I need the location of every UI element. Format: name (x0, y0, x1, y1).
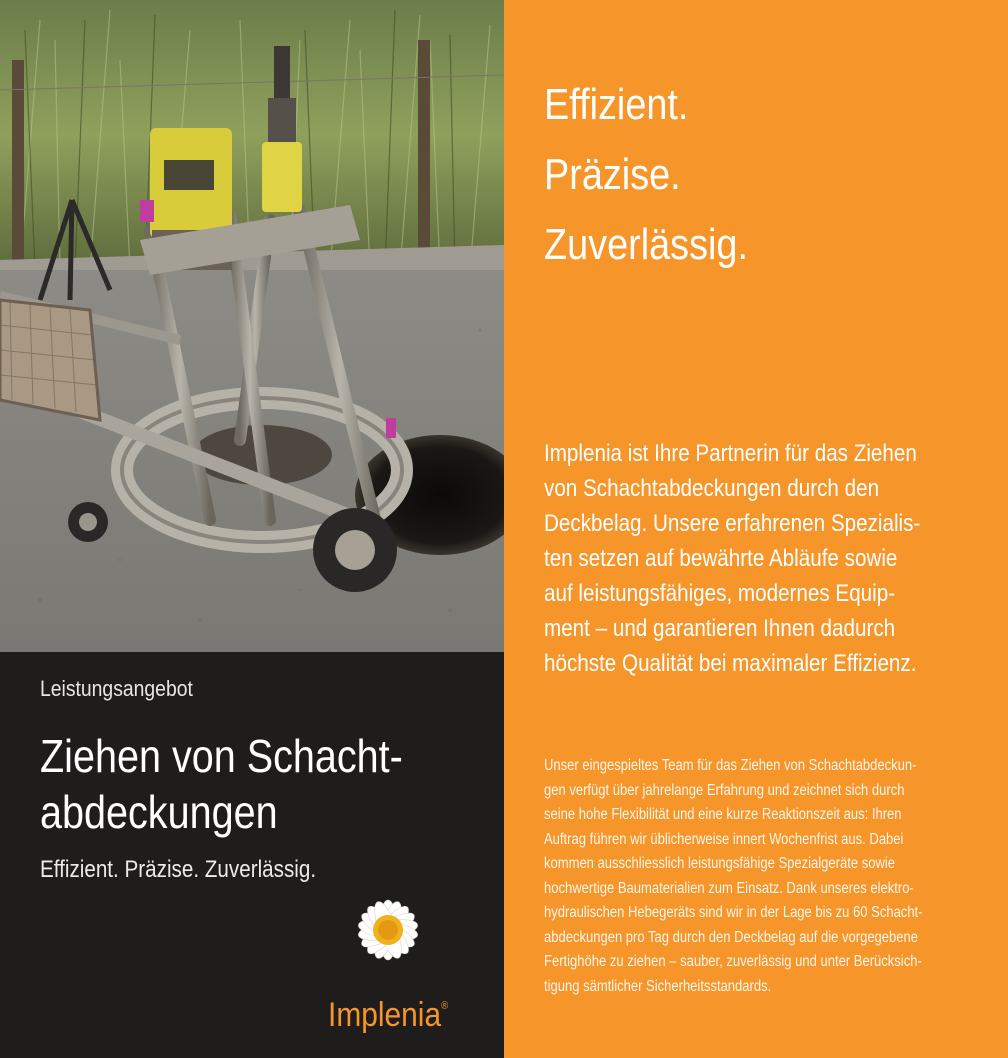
tagline-line-3: Zuverlässig. (544, 220, 748, 269)
logo-wordmark: Implenia® (328, 996, 449, 1034)
body-line: kommen ausschliesslich leistungsfähige Spezialgeräte sowie (544, 855, 896, 872)
lead-line: ten setzen auf bewährte Abläufe sowie (544, 545, 898, 572)
lead-line: ment – und garantieren Ihnen dadurch (544, 615, 896, 642)
equipment-photo (0, 0, 504, 652)
body-line: Auftrag führen wir üblicherweise innert Wochenfrist aus. Dabei (544, 830, 904, 848)
title-panel (0, 652, 504, 1058)
lead-line: von Schachtabdeckungen durch den (544, 475, 880, 502)
body-line: gen verfügt über jahrelange Erfahrung und zeichnet sich durch (544, 781, 905, 799)
title-line-1: Ziehen von Schacht- (40, 730, 403, 782)
tagline-line-1: Effizient. (544, 80, 689, 129)
lead-line: Implenia ist Ihre Partnerin für das Ziehen (544, 440, 917, 467)
tagline (544, 70, 748, 280)
body-paragraph (544, 754, 923, 999)
body-line: hochwertige Baumaterialien zum Einsatz. Dank unseres elektro- (544, 879, 914, 897)
lead-line: höchste Qualität bei maximaler Effizienz. (544, 650, 917, 677)
lead-line: auf leistungsfähiges, modernes Equip- (544, 580, 896, 607)
body-line: seine hohe Flexibilität und eine kurze Reaktionszeit aus: Ihren (544, 806, 902, 823)
tagline-line-2: Präzise. (544, 150, 681, 199)
page-subtitle: Effizient. Präzise. Zuverlässig. (40, 856, 317, 883)
right-column (504, 0, 1008, 1058)
body-line: Unser eingespieltes Team für das Ziehen von Schachtabdeckun- (544, 757, 917, 774)
body-line: abdeckungen pro Tag durch den Deckbelag auf die vorgegebene (544, 928, 919, 946)
body-line: hydraulischen Hebegeräts sind wir in der Lage bis zu 60 Schacht- (544, 904, 923, 921)
daisy-icon (316, 878, 466, 988)
page-title (40, 728, 403, 840)
body-line: tigung sämtlicher Sicherheitsstandards. (544, 977, 772, 995)
body-line: Fertighöhe zu ziehen – sauber, zuverlässig und unter Berücksich- (544, 953, 922, 970)
lead-paragraph (544, 436, 948, 681)
implenia-logo (316, 878, 466, 1048)
title-line-2: abdeckungen (40, 786, 278, 838)
lead-line: Deckbelag. Unsere erfahrenen Spezialis- (544, 510, 921, 537)
eyebrow-label: Leistungsangebot (40, 676, 193, 701)
